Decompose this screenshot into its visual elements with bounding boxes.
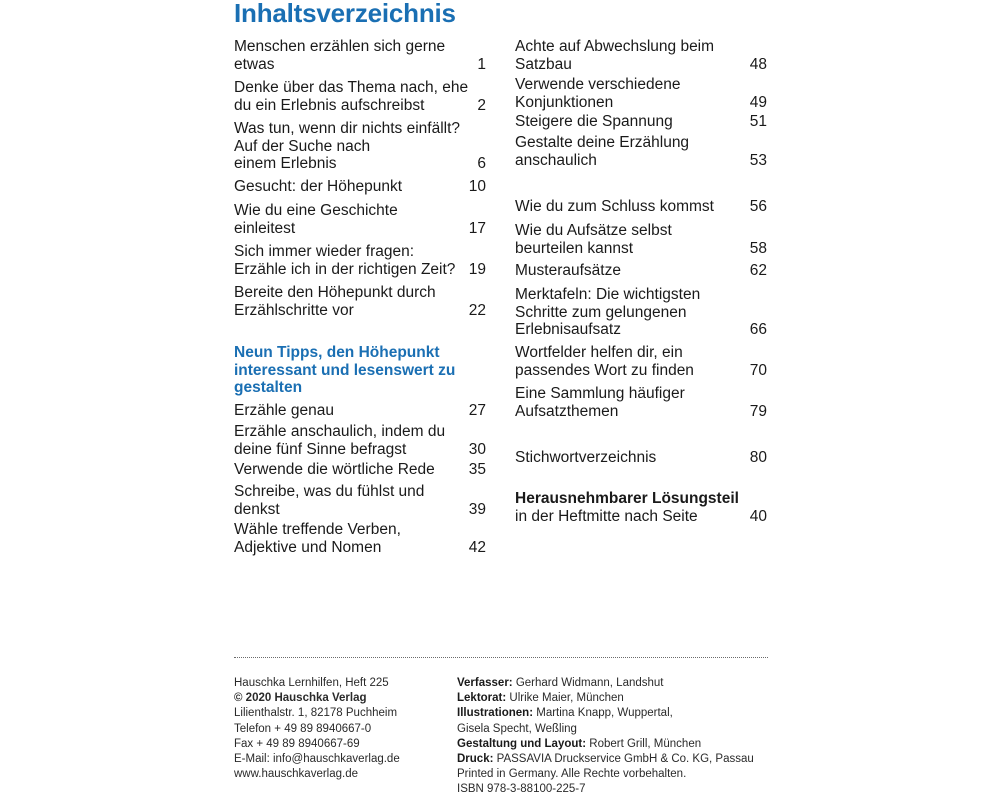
toc-entry-line: Gestalte deine Erzählung [515,134,690,151]
print-label: Druck: [457,753,494,766]
editor-label: Lektorat: [457,692,507,705]
toc-page-number: 30 [465,441,486,459]
toc-entry[interactable] [515,222,767,257]
toc-page-number: 51 [746,113,767,131]
toc-page-number: 79 [746,403,767,421]
toc-entry-line: einleitest [234,219,296,237]
imprint-publisher [234,676,400,782]
toc-entry[interactable] [234,461,486,479]
divider [234,657,768,658]
toc-entry[interactable] [234,79,486,114]
section-heading [234,344,486,397]
toc-page-number: 1 [473,56,486,74]
appendix-title: Herausnehmbarer Lösungsteil [515,490,739,507]
illustrations-value: Martina Knapp, Wuppertal, [536,707,673,720]
toc-entry[interactable] [234,284,486,319]
toc-entry[interactable] [234,521,486,556]
toc-entry-line: Schreibe, was du fühlst und [234,483,425,500]
toc-entry-line: Achte auf Abwechslung beim [515,38,715,55]
toc-entry-line: deine fünf Sinne befragst [234,440,407,458]
author-label: Verfasser: [457,677,513,689]
toc-entry-line: Wie du zum Schluss kommst [515,198,714,215]
toc-entry-line: Was tun, wenn dir nichts einfällt? [234,120,461,137]
print-value: PASSAVIA Druckservice GmbH & Co. KG, Passau [496,753,754,766]
toc-entry-line: Wortfelder helfen dir, ein [515,344,683,361]
imprint-credits [457,676,754,798]
toc-entry-line: Schritte zum gelungenen [515,303,687,321]
copyright-line: © 2020 Hauschka Verlag [234,692,367,705]
toc-entry-line: in der Heftmitte nach Seite [515,507,698,525]
toc-entry[interactable] [515,38,767,73]
toc-entry[interactable] [234,178,486,196]
toc-page-number: 53 [746,152,767,170]
toc-entry-line: du ein Erlebnis aufschreibst [234,96,425,114]
toc-entry-line: Merktafeln: Die wichtigsten [515,286,701,303]
toc-page-number: 35 [465,461,486,479]
editor-value: Ulrike Maier, München [509,692,624,705]
toc-entry[interactable] [234,243,486,278]
design-line [457,737,754,752]
toc-entry-line: Satzbau [515,55,572,73]
toc-entry[interactable] [515,76,767,111]
section-heading-line: interessant und lesenswert zu [234,361,456,379]
toc-page-number: 2 [473,97,486,115]
toc-entry[interactable] [515,344,767,379]
toc-entry-line: Auf der Suche nach [234,137,371,155]
section-heading-line: Neun Tipps, den Höhepunkt [234,344,440,361]
toc-page-number: 56 [746,198,767,216]
phone-line: Telefon + 49 89 8940667-0 [234,722,372,735]
toc-page-number: 49 [746,94,767,112]
toc-entry-line: Sich immer wieder fragen: [234,243,415,260]
toc-entry[interactable] [234,483,486,518]
toc-entry-line: Erzähle genau [234,402,334,419]
toc-entry-appendix[interactable] [515,490,767,525]
toc-entry-line: Erzähle anschaulich, indem du [234,423,446,440]
toc-page-number: 27 [465,402,486,420]
isbn-line: ISBN 978-3-88100-225-7 [457,783,586,796]
toc-page-number: 42 [465,539,486,557]
toc-page-number: 40 [746,508,767,526]
toc-entry-line: Wie du eine Geschichte [234,202,398,219]
toc-page-number: 17 [465,220,486,238]
toc-entry-line: beurteilen kannst [515,239,634,257]
illustrations-line [457,706,754,721]
fax-line: Fax + 49 89 8940667-69 [234,737,360,750]
toc-entry[interactable] [515,262,767,280]
toc-entry-line: passendes Wort zu finden [515,361,694,379]
illustrations-line-2: Gisela Specht, Weßling [457,722,577,735]
toc-entry-line: anschaulich [515,151,597,169]
editor-line [457,691,754,706]
toc-page-number: 22 [465,302,486,320]
toc-entry-line: einem Erlebnis [234,155,337,172]
toc-entry-line: Verwende verschiedene [515,76,681,93]
toc-entry[interactable] [515,449,767,467]
section-heading-line: gestalten [234,379,303,396]
toc-entry-line: Erzähle ich in der richtigen Zeit? [234,260,456,278]
toc-entry[interactable] [234,38,486,73]
toc-entry[interactable] [234,120,486,173]
toc-entry-line: Denke über das Thema nach, ehe [234,79,469,96]
toc-entry[interactable] [234,402,486,420]
toc-entry-line: Eine Sammlung häufiger [515,385,685,402]
author-line [457,676,754,691]
toc-entry[interactable] [515,134,767,169]
toc-entry-line: Konjunktionen [515,93,614,111]
toc-entry[interactable] [234,202,486,237]
toc-entry-line: etwas [234,55,275,73]
toc-entry-line: Wähle treffende Verben, [234,521,401,538]
design-value: Robert Grill, München [589,737,702,750]
toc-entry-line: Erzählschritte vor [234,301,354,319]
toc-entry-line: Bereite den Höhepunkt durch [234,284,436,301]
toc-entry-line: Musteraufsätze [515,262,621,279]
toc-entry-line: denkst [234,500,280,518]
toc-entry-line: Wie du Aufsätze selbst [515,222,672,239]
illustrations-label: Illustrationen: [457,707,534,720]
toc-entry[interactable] [515,385,767,420]
toc-entry-line: Adjektive und Nomen [234,538,382,556]
website-link[interactable]: www.hauschkaverlag.de [234,768,359,781]
toc-entry-line: Erlebnisaufsatz [515,321,621,338]
email-line: E-Mail: info@hauschkaverlag.de [234,753,400,766]
toc-entry[interactable] [515,286,767,339]
toc-page-number: 6 [473,155,486,173]
toc-entry[interactable] [515,198,767,216]
toc-page-number: 39 [465,501,486,519]
toc-page-number: 10 [465,178,486,196]
toc-page-number: 19 [465,261,486,279]
design-label: Gestaltung und Layout: [457,737,587,750]
print-line [457,752,754,767]
toc-page-number: 48 [746,56,767,74]
toc-page-number: 58 [746,240,767,258]
toc-entry-line: Gesucht: der Höhepunkt [234,178,403,195]
toc-page-number: 80 [746,449,767,467]
toc-page-number: 70 [746,362,767,380]
toc-page-number: 66 [746,321,767,339]
toc-entry-line: Verwende die wörtliche Rede [234,461,435,478]
toc-entry-line: Aufsatzthemen [515,402,619,420]
rights-line: Printed in Germany. Alle Rechte vorbehalten. [457,768,687,781]
author-value: Gerhard Widmann, Landshut [515,677,664,689]
toc-entry[interactable] [234,423,486,458]
toc-entry-line: Steigere die Spannung [515,113,673,130]
page-title: Inhaltsverzeichnis [234,0,456,28]
toc-entry-line: Menschen erzählen sich gerne [234,38,446,55]
series-line: Hauschka Lernhilfen, Heft 225 [234,677,389,689]
toc-page-number: 62 [746,262,767,280]
toc-entry-line: Stichwortverzeichnis [515,449,657,466]
address-line: Lilienthalstr. 1, 82178 Puchheim [234,707,398,720]
toc-entry[interactable] [515,113,767,131]
